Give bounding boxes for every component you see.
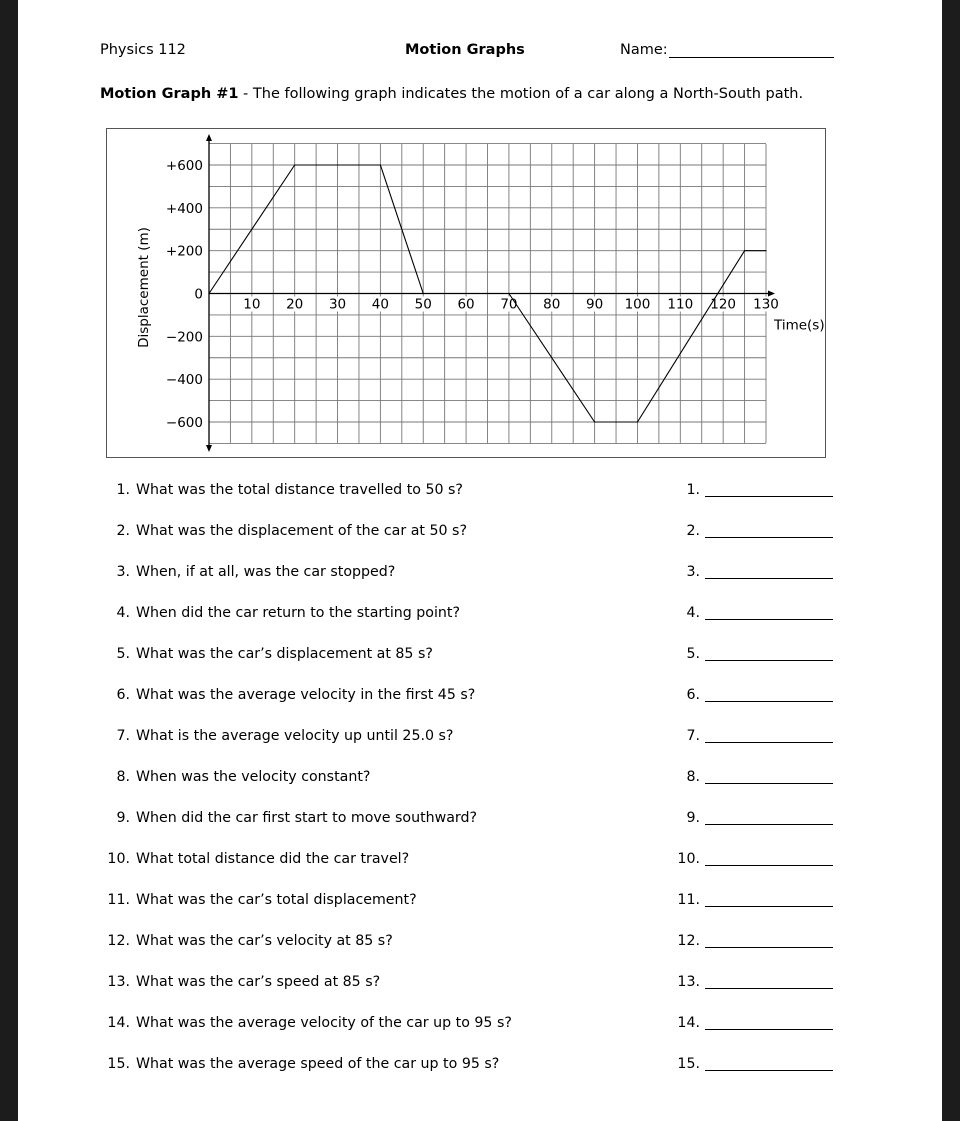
displacement-point: [208, 293, 209, 294]
page-title: Motion Graphs: [405, 42, 525, 58]
worksheet-page: [18, 0, 942, 1121]
x-tick-label: 120: [710, 296, 737, 313]
question-text: What is the average velocity up until 25.0 s?: [136, 728, 454, 744]
answer-blank-line[interactable]: [705, 865, 833, 866]
displacement-point: [637, 421, 638, 422]
answer-number: 14.: [677, 1015, 700, 1031]
y-tick-label: −600: [165, 415, 203, 431]
question-number: 3.: [116, 564, 130, 580]
answer-blank-line[interactable]: [705, 701, 833, 702]
x-tick-label: 130: [753, 296, 779, 313]
question-text: What was the average speed of the car up to 95 s?: [136, 1056, 500, 1072]
question-text: What was the displacement of the car at 50 s?: [136, 523, 467, 539]
displacement-point: [765, 250, 766, 251]
question-number: 12.: [107, 933, 130, 949]
displacement-point: [508, 293, 509, 294]
answer-number: 13.: [677, 974, 700, 990]
intro-description: - The following graph indicates the motion of a car along a North-South path.: [238, 86, 804, 102]
name-blank-line[interactable]: [669, 43, 834, 58]
answer-number: 15.: [677, 1056, 700, 1072]
answer-blank-line[interactable]: [705, 947, 833, 948]
answer-blank-line[interactable]: [705, 1070, 833, 1071]
question-number: 9.: [116, 810, 130, 826]
x-tick-label: 80: [543, 296, 561, 313]
name-label: Name:: [620, 42, 668, 58]
motion-graph-svg: [106, 128, 828, 460]
question-number: 7.: [116, 728, 130, 744]
motion-graph: [106, 128, 826, 458]
question-text: When did the car return to the starting point?: [136, 605, 460, 621]
question-text: What was the average velocity of the car up to 95 s?: [136, 1015, 512, 1031]
question-text: What was the car’s total displacement?: [136, 892, 417, 908]
answer-blank-line[interactable]: [705, 537, 833, 538]
answer-blank-line[interactable]: [705, 906, 833, 907]
question-number: 2.: [116, 523, 130, 539]
question-number: 14.: [107, 1015, 130, 1031]
answer-blank-line[interactable]: [705, 783, 833, 784]
answer-blank-line[interactable]: [705, 1029, 833, 1030]
intro-text: [100, 86, 803, 102]
question-text: When was the velocity constant?: [136, 769, 371, 785]
question-text: When did the car first start to move southward?: [136, 810, 478, 826]
displacement-point: [744, 250, 745, 251]
x-tick-label: 60: [457, 296, 475, 313]
answer-number: 6.: [686, 687, 700, 703]
answer-number: 5.: [686, 646, 700, 662]
answer-number: 9.: [686, 810, 700, 826]
answer-number: 11.: [677, 892, 700, 908]
answer-blank-line[interactable]: [705, 619, 833, 620]
answer-blank-line[interactable]: [705, 578, 833, 579]
x-tick-label: 30: [328, 296, 347, 313]
y-tick-label: +200: [165, 243, 203, 260]
x-tick-label: 20: [286, 296, 304, 313]
question-number: 10.: [107, 851, 130, 867]
displacement-point: [423, 293, 424, 294]
x-axis-label: Time(s): [774, 317, 825, 334]
answer-number: 10.: [677, 851, 700, 867]
y-tick-label: +400: [165, 200, 203, 217]
answer-blank-line[interactable]: [705, 496, 833, 497]
answer-number: 3.: [686, 564, 700, 580]
x-tick-label: 40: [371, 296, 389, 313]
answer-number: 8.: [686, 769, 700, 785]
question-number: 8.: [116, 769, 130, 785]
answer-blank-line[interactable]: [705, 824, 833, 825]
x-tick-label: 70: [500, 296, 518, 313]
y-axis-arrow-up: [206, 134, 212, 141]
y-axis-label: Displacement (m): [136, 227, 152, 348]
question-number: 1.: [116, 482, 130, 498]
question-number: 6.: [116, 687, 130, 703]
y-tick-label: −200: [165, 329, 203, 346]
x-tick-label: 10: [243, 296, 261, 313]
x-tick-label: 110: [667, 296, 694, 313]
question-number: 13.: [107, 974, 130, 990]
x-tick-label: 90: [586, 296, 604, 313]
x-tick-label: 100: [624, 296, 651, 313]
question-text: What was the car’s velocity at 85 s?: [136, 933, 393, 949]
answer-number: 12.: [677, 933, 700, 949]
question-text: What was the total distance travelled to 50 s?: [136, 482, 463, 498]
y-axis-arrow-down: [206, 445, 212, 452]
answer-number: 1.: [686, 482, 700, 498]
x-tick-label: 50: [414, 296, 432, 313]
question-text: What was the car’s displacement at 85 s?: [136, 646, 433, 662]
answer-blank-line[interactable]: [705, 660, 833, 661]
displacement-point: [294, 164, 295, 165]
answer-blank-line[interactable]: [705, 742, 833, 743]
y-tick-label: 0: [194, 286, 203, 303]
question-text: What was the average velocity in the first 45 s?: [136, 687, 476, 703]
question-text: When, if at all, was the car stopped?: [136, 564, 396, 580]
question-text: What total distance did the car travel?: [136, 851, 410, 867]
answer-number: 7.: [686, 728, 700, 744]
answer-number: 2.: [686, 523, 700, 539]
course-title: Physics 112: [100, 42, 186, 58]
answer-blank-line[interactable]: [705, 988, 833, 989]
name-field[interactable]: [620, 42, 834, 58]
answer-number: 4.: [686, 605, 700, 621]
displacement-point: [380, 164, 381, 165]
question-number: 11.: [107, 892, 130, 908]
question-number: 5.: [116, 646, 130, 662]
intro-heading: Motion Graph #1: [100, 86, 239, 102]
question-text: What was the car’s speed at 85 s?: [136, 974, 381, 990]
displacement-point: [594, 421, 595, 422]
y-tick-label: +600: [165, 158, 203, 174]
y-tick-label: −400: [165, 372, 203, 389]
question-number: 15.: [107, 1056, 130, 1072]
question-number: 4.: [116, 605, 130, 621]
